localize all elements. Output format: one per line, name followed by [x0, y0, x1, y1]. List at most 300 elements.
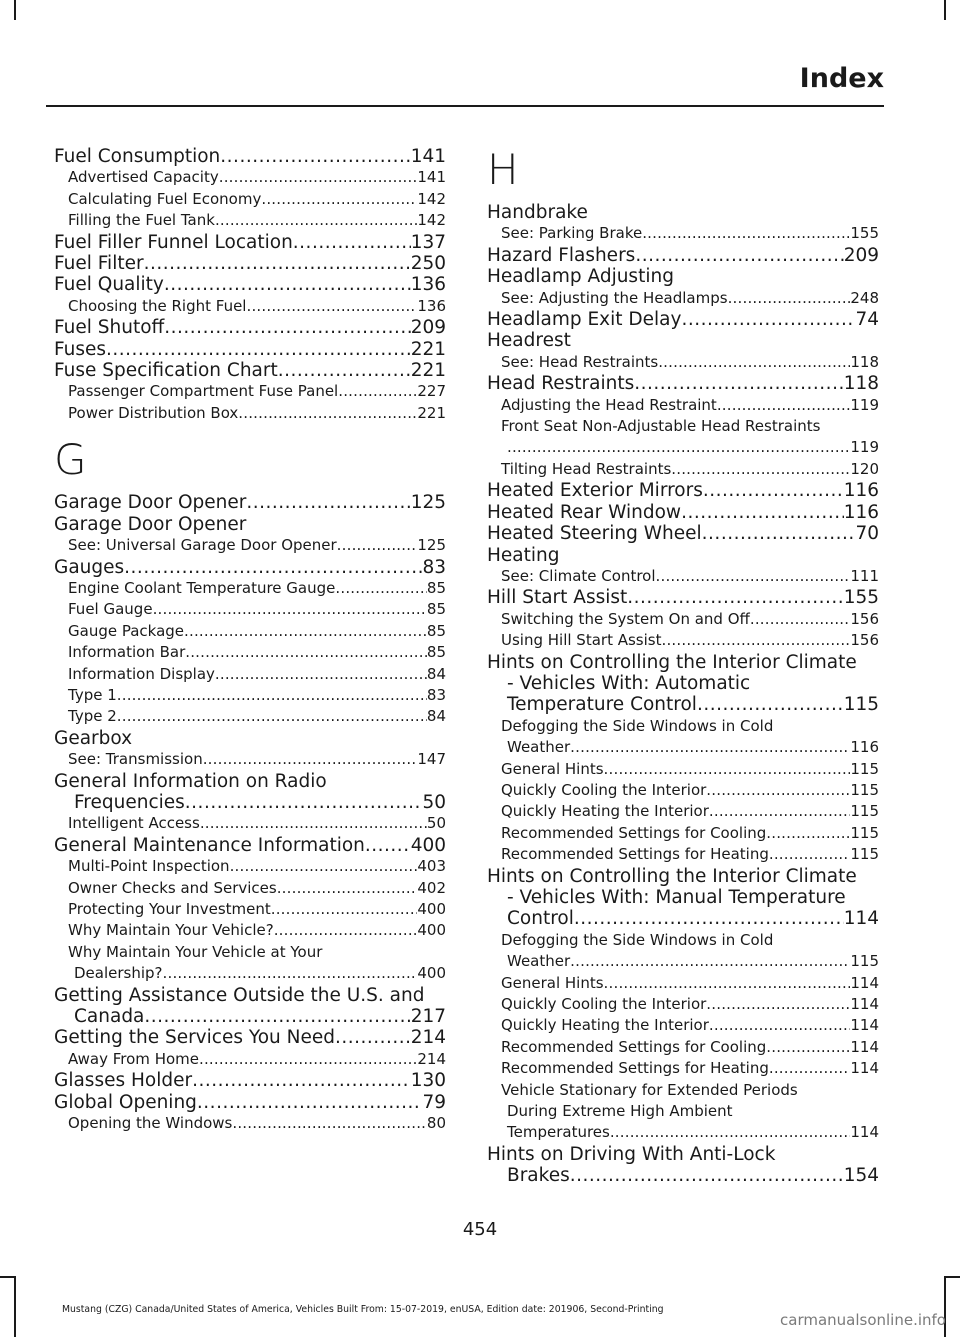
page-ref[interactable]: 155	[843, 587, 879, 609]
entry-text: Choosing the Right Fuel	[68, 296, 247, 315]
dot-leader	[627, 587, 843, 608]
entry-line	[54, 1092, 446, 1113]
entry-text: Information Display	[68, 664, 215, 683]
index-subentry[interactable]	[487, 930, 879, 973]
index-subentry[interactable]	[487, 716, 879, 759]
index-subentry[interactable]	[54, 856, 446, 877]
dot-leader	[144, 253, 411, 274]
dot-leader	[766, 1037, 850, 1058]
page-ref[interactable]: 84	[426, 707, 446, 726]
page-ref[interactable]: 209	[410, 317, 446, 339]
index-subentry[interactable]	[487, 1037, 879, 1058]
page-ref[interactable]: 400	[417, 900, 446, 918]
entry-text: Intelligent Access	[68, 814, 200, 833]
section-letter: G	[54, 435, 87, 485]
index-subentry[interactable]	[487, 395, 879, 416]
entry-text: Quickly Heating the Interior	[501, 802, 709, 821]
dot-leader	[230, 856, 418, 877]
entry-line	[487, 801, 879, 822]
entry-line	[487, 395, 879, 416]
dot-leader	[337, 535, 418, 556]
entry-text: Heating	[487, 544, 560, 566]
index-entry[interactable]	[54, 985, 446, 1028]
entry-text: Passenger Compartment Fuse Panel	[68, 382, 339, 401]
crop-mark-bottom-left-h	[0, 1276, 14, 1278]
dot-leader	[220, 146, 410, 167]
page-ref[interactable]: 142	[417, 211, 446, 230]
index-entry[interactable]	[487, 652, 879, 716]
index-subentry[interactable]	[54, 381, 446, 402]
page-ref[interactable]: 111	[850, 566, 879, 585]
page-ref[interactable]: 136	[410, 274, 446, 296]
entry-text-line: General Information on Radio	[54, 770, 327, 792]
entry-line	[54, 1049, 446, 1070]
page-ref[interactable]: 85	[426, 578, 446, 597]
index-entry[interactable]	[487, 587, 879, 608]
dot-leader	[117, 685, 427, 706]
page-ref[interactable]: 400	[417, 964, 446, 983]
index-subentry[interactable]	[487, 844, 879, 865]
index-entry[interactable]	[487, 309, 879, 330]
page-ref[interactable]: 221	[410, 360, 446, 382]
entry-line	[487, 309, 879, 330]
index-subentry[interactable]	[487, 288, 879, 309]
entry-line	[54, 642, 446, 663]
index-subentry[interactable]	[54, 664, 446, 685]
entry-line	[487, 780, 879, 801]
page-ref[interactable]: 147	[417, 750, 446, 769]
index-entry[interactable]	[487, 1144, 879, 1187]
entry-last-line	[54, 1006, 446, 1027]
index-subentry[interactable]	[54, 578, 446, 599]
index-entry[interactable]	[54, 557, 446, 578]
index-subentry[interactable]	[487, 1058, 879, 1079]
entry-text: Adjusting the Head Restraint	[501, 395, 717, 414]
index-entry[interactable]	[54, 492, 446, 513]
entry-text: Information Bar	[68, 643, 186, 662]
dot-leader	[274, 920, 418, 941]
dot-leader	[184, 621, 427, 642]
index-entry[interactable]	[54, 253, 446, 274]
entry-line	[54, 557, 446, 578]
page-ref[interactable]: 250	[410, 253, 446, 275]
dot-leader	[164, 317, 410, 338]
entry-text-line: Getting Assistance Outside the U.S. and	[54, 984, 425, 1006]
entry-line	[54, 728, 446, 749]
page-ref[interactable]: 125	[410, 492, 446, 514]
entry-text: General Hints	[501, 973, 604, 992]
dot-leader	[153, 599, 427, 620]
entry-continuation-text: Weather	[507, 738, 571, 757]
entry-continuation-line: During Extreme High Ambient	[507, 1102, 733, 1121]
page-ref[interactable]: 114	[850, 1123, 879, 1142]
index-subentry[interactable]	[487, 801, 879, 822]
entry-line	[487, 266, 879, 287]
entry-text: Recommended Settings for Heating	[501, 845, 769, 864]
index-subentry[interactable]	[54, 296, 446, 317]
page-ref[interactable]: 217	[410, 1006, 446, 1028]
entry-continuation-text: Brakes	[507, 1165, 570, 1187]
entry-line	[487, 973, 879, 994]
dot-leader	[117, 706, 427, 727]
entry-text: General Hints	[501, 759, 604, 778]
page-ref[interactable]: 156	[850, 609, 879, 628]
dot-leader	[671, 459, 850, 480]
dot-leader	[702, 523, 856, 544]
dot-leader	[703, 480, 844, 501]
entry-line	[487, 566, 879, 587]
dot-leader	[335, 578, 427, 599]
entry-continuation-text: Control	[507, 908, 574, 930]
entry-text: Headlamp Exit Delay	[487, 309, 682, 331]
entry-continuation-line: - Vehicles With: Manual Temperature	[507, 887, 846, 908]
index-subentry[interactable]	[487, 566, 879, 587]
entry-line	[54, 317, 446, 338]
dot-leader	[192, 1070, 411, 1091]
index-entry[interactable]	[487, 202, 879, 223]
entry-text-line: Vehicle Stationary for Extended Periods	[501, 1080, 798, 1099]
entry-text: See: Universal Garage Door Opener	[68, 536, 337, 555]
index-subentry[interactable]	[54, 899, 446, 920]
dot-leader	[238, 403, 417, 424]
entry-line	[487, 352, 879, 373]
entry-line	[487, 994, 879, 1015]
entry-text: Gauges	[54, 556, 125, 578]
entry-line	[54, 274, 446, 295]
page-ref[interactable]: 119	[850, 438, 879, 457]
page-ref[interactable]: 50	[422, 791, 446, 813]
page-ref[interactable]: 400	[410, 834, 446, 856]
page-ref[interactable]: 50	[426, 814, 446, 833]
entry-line	[487, 587, 879, 608]
entry-text: Hill Start Assist	[487, 587, 628, 609]
page-ref[interactable]: 116	[850, 738, 879, 757]
crop-mark-bottom-left-v	[14, 1276, 16, 1337]
header-rule	[46, 105, 884, 107]
page-ref[interactable]: 227	[417, 382, 446, 401]
entry-last-line	[487, 1122, 879, 1143]
entry-text: Headlamp Adjusting	[487, 266, 674, 288]
page-ref[interactable]: 114	[850, 995, 879, 1014]
page-ref[interactable]: 115	[850, 802, 879, 821]
dot-leader	[706, 780, 850, 801]
index-subentry[interactable]	[487, 994, 879, 1015]
entry-line	[54, 1027, 446, 1048]
entry-continuation-text: Frequencies	[74, 791, 185, 813]
page-ref[interactable]: 141	[410, 146, 446, 167]
page-ref[interactable]: 114	[850, 973, 879, 992]
dot-leader	[199, 1049, 417, 1070]
dot-leader	[164, 274, 411, 295]
entry-text: Advertised Capacity	[68, 168, 219, 187]
page-ref[interactable]: 84	[426, 664, 446, 683]
page-ref[interactable]: 209	[843, 244, 879, 266]
page-ref[interactable]: 120	[850, 459, 879, 478]
page-ref[interactable]: 70	[855, 523, 879, 545]
entry-line	[54, 920, 446, 941]
dot-leader	[219, 167, 418, 188]
entry-line	[54, 146, 446, 167]
entry-last-line	[54, 792, 446, 813]
index-entry[interactable]	[487, 373, 879, 394]
index-subentry[interactable]	[54, 920, 446, 941]
dot-leader	[635, 245, 843, 266]
entry-line	[54, 253, 446, 274]
page-ref[interactable]: 221	[410, 338, 446, 360]
page-ref[interactable]: 114	[850, 1059, 879, 1078]
index-subentry[interactable]	[487, 1080, 879, 1144]
entry-text: Why Maintain Your Vehicle?	[68, 921, 274, 940]
dot-leader	[656, 566, 851, 587]
index-subentry[interactable]	[487, 780, 879, 801]
page-ref[interactable]: 154	[843, 1165, 879, 1187]
dot-leader	[750, 609, 851, 630]
entry-text: Quickly Cooling the Interior	[501, 995, 707, 1014]
entry-text: Heated Exterior Mirrors	[487, 480, 703, 502]
index-entry[interactable]	[54, 146, 446, 167]
entry-text: Heated Rear Window	[487, 501, 682, 523]
index-entry[interactable]	[54, 232, 446, 253]
page-ref[interactable]: 80	[426, 1114, 446, 1133]
page-ref[interactable]: 116	[843, 501, 879, 523]
entry-text-line: Front Seat Non-Adjustable Head Restraints	[501, 417, 821, 436]
entry-text: Fuel Shutoff	[54, 317, 165, 339]
page-ref[interactable]: 119	[850, 395, 879, 414]
page-ref[interactable]: 115	[850, 952, 879, 971]
entry-line	[54, 232, 446, 253]
footer-edition-text: Mustang (CZG) Canada/United States of America, Vehicles Built From: 15-07-2019, enUSA, Edition date: 201906, Second-Printing	[62, 1304, 664, 1315]
page-ref[interactable]: 156	[850, 631, 879, 650]
index-subentry[interactable]	[54, 685, 446, 706]
entry-text: Hazard Flashers	[487, 244, 636, 266]
entry-text: General Maintenance Information	[54, 834, 365, 856]
index-subentry[interactable]	[487, 459, 879, 480]
index-entry[interactable]	[54, 360, 446, 381]
index-entry[interactable]	[487, 480, 879, 501]
page-ref[interactable]: 118	[843, 373, 879, 395]
page-ref[interactable]: 74	[855, 309, 879, 331]
page-ref[interactable]: 130	[410, 1070, 446, 1092]
page-ref[interactable]: 115	[850, 845, 879, 864]
index-entry[interactable]	[487, 245, 879, 266]
page-ref[interactable]: 214	[410, 1027, 446, 1049]
index-subentry[interactable]	[487, 630, 879, 651]
page-ref[interactable]: 115	[850, 823, 879, 842]
index-subentry[interactable]	[54, 403, 446, 424]
index-subentry[interactable]	[54, 1113, 446, 1134]
index-subentry[interactable]	[487, 223, 879, 244]
entry-text: See: Parking Brake	[501, 224, 643, 243]
entry-text: Gauge Package	[68, 621, 185, 640]
dot-leader	[604, 759, 851, 780]
page-ref[interactable]: 115	[850, 780, 879, 799]
entry-line	[54, 685, 446, 706]
index-subentry[interactable]	[54, 535, 446, 556]
index-subentry[interactable]	[54, 749, 446, 770]
index-subentry[interactable]	[487, 352, 879, 373]
index-entry[interactable]	[54, 514, 446, 535]
dot-leader	[766, 823, 850, 844]
index-entry[interactable]	[487, 866, 879, 930]
index-subentry[interactable]	[54, 599, 446, 620]
entry-text: Getting the Services You Need	[54, 1027, 335, 1049]
dot-leader	[335, 1027, 411, 1048]
index-entry[interactable]	[487, 523, 879, 544]
entry-line	[54, 599, 446, 620]
dot-leader	[185, 792, 423, 813]
page-ref[interactable]: 400	[417, 921, 446, 940]
dot-leader	[144, 1006, 410, 1027]
page-title: Index	[799, 63, 884, 94]
page-ref[interactable]: 214	[417, 1049, 446, 1068]
entry-text: Recommended Settings for Heating	[501, 1059, 769, 1078]
index-subentry[interactable]	[487, 1015, 879, 1036]
dot-leader	[706, 994, 850, 1015]
dot-leader	[658, 352, 850, 373]
page-ref[interactable]: 83	[422, 556, 446, 578]
entry-text: Switching the System On and Off	[501, 609, 750, 628]
dot-leader	[769, 1058, 850, 1079]
entry-text: Owner Checks and Services	[68, 878, 277, 897]
page-ref[interactable]: 115	[850, 759, 879, 778]
index-subentry[interactable]	[487, 609, 879, 630]
entry-line	[54, 296, 446, 317]
entry-line	[54, 813, 446, 834]
index-subentry[interactable]	[54, 813, 446, 834]
entry-line	[487, 630, 879, 651]
dot-leader	[728, 288, 851, 309]
index-subentry[interactable]	[54, 167, 446, 188]
entry-text: Using Hill Start Assist	[501, 631, 662, 650]
page-ref[interactable]: 118	[850, 352, 879, 371]
page-number: 454	[462, 1219, 498, 1240]
page-ref[interactable]: 221	[417, 403, 446, 422]
entry-line	[487, 330, 879, 351]
index-entry[interactable]	[54, 274, 446, 295]
dot-leader	[570, 1165, 844, 1186]
entry-line	[487, 1058, 879, 1079]
dot-leader	[661, 630, 850, 651]
page-ref[interactable]: 85	[426, 600, 446, 619]
entry-line	[54, 514, 446, 535]
entry-text: Fuel Consumption	[54, 146, 221, 167]
index-subentry[interactable]	[487, 973, 879, 994]
index-entry[interactable]	[54, 835, 446, 856]
index-subentry[interactable]	[54, 210, 446, 231]
index-subentry[interactable]	[54, 878, 446, 899]
index-entry[interactable]	[54, 728, 446, 749]
page-ref[interactable]: 114	[850, 1037, 879, 1056]
index-subentry[interactable]	[54, 1049, 446, 1070]
page-ref[interactable]: 85	[426, 643, 446, 662]
entry-line	[487, 223, 879, 244]
page-ref[interactable]: 402	[417, 878, 446, 897]
index-subentry[interactable]	[54, 942, 446, 985]
entry-line	[487, 202, 879, 223]
index-entry[interactable]	[54, 339, 446, 360]
entry-last-line	[487, 694, 879, 715]
entry-line	[54, 878, 446, 899]
page-ref[interactable]: 403	[417, 857, 446, 876]
entry-text-line: Hints on Controlling the Interior Climate	[487, 651, 857, 673]
entry-line	[487, 523, 879, 544]
entry-text: Type 1	[68, 685, 117, 704]
index-subentry[interactable]	[487, 759, 879, 780]
page-ref[interactable]: 79	[422, 1091, 446, 1113]
dot-leader	[106, 339, 411, 360]
entry-text: Protecting Your Investment	[68, 900, 271, 918]
index-entry[interactable]	[487, 266, 879, 287]
entry-line	[54, 578, 446, 599]
crop-mark-top-left-v	[14, 0, 16, 20]
entry-line	[487, 844, 879, 865]
page-ref[interactable]: 137	[410, 231, 446, 253]
index-subentry[interactable]	[54, 706, 446, 727]
dot-leader	[681, 309, 855, 330]
index-entry[interactable]	[54, 1027, 446, 1048]
index-entry[interactable]	[54, 1070, 446, 1091]
index-entry[interactable]	[487, 545, 879, 566]
entry-line	[487, 288, 879, 309]
entry-text: Handbrake	[487, 202, 588, 223]
page-ref[interactable]: 85	[426, 621, 446, 640]
page-ref[interactable]: 115	[843, 694, 879, 716]
index-entry[interactable]	[487, 502, 879, 523]
dot-leader	[634, 373, 843, 394]
index-subentry[interactable]	[487, 416, 879, 459]
page-ref[interactable]: 125	[417, 536, 446, 555]
index-entry[interactable]	[54, 1092, 446, 1113]
page-ref[interactable]: 155	[850, 224, 879, 243]
entry-line	[54, 339, 446, 360]
index-subentry[interactable]	[487, 823, 879, 844]
page-ref[interactable]: 83	[426, 685, 446, 704]
page-ref[interactable]: 114	[850, 1016, 879, 1035]
index-entry[interactable]	[54, 771, 446, 814]
entry-line	[54, 1113, 446, 1134]
index-entry[interactable]	[487, 330, 879, 351]
page-ref[interactable]: 114	[843, 908, 879, 930]
entry-line	[54, 706, 446, 727]
index-subentry[interactable]	[54, 189, 446, 210]
dot-leader	[604, 973, 851, 994]
page-ref[interactable]: 136	[417, 296, 446, 315]
entry-text: Type 2	[68, 707, 117, 726]
entry-text: Recommended Settings for Cooling	[501, 1037, 767, 1056]
dot-leader	[293, 232, 411, 253]
entry-line	[487, 609, 879, 630]
dot-leader	[246, 492, 410, 513]
index-subentry[interactable]	[54, 642, 446, 663]
entry-line	[54, 210, 446, 231]
index-subentry[interactable]	[54, 621, 446, 642]
page-ref[interactable]: 248	[850, 288, 879, 307]
entry-text: Fuel Filler Funnel Location	[54, 231, 293, 253]
entry-line	[487, 373, 879, 394]
entry-text: Power Distribution Box	[68, 403, 239, 422]
entry-line	[54, 1070, 446, 1091]
page-ref[interactable]: 142	[417, 189, 446, 208]
entry-text: Global Opening	[54, 1091, 197, 1113]
entry-text: Head Restraints	[487, 373, 635, 395]
entry-last-line	[487, 737, 879, 758]
entry-text: Fuel Gauge	[68, 600, 153, 619]
entry-text: Garage Door Opener	[54, 492, 247, 514]
page-ref[interactable]: 141	[417, 168, 446, 187]
index-entry[interactable]	[54, 317, 446, 338]
entry-text: Recommended Settings for Cooling	[501, 823, 767, 842]
page-ref[interactable]: 116	[843, 480, 879, 502]
